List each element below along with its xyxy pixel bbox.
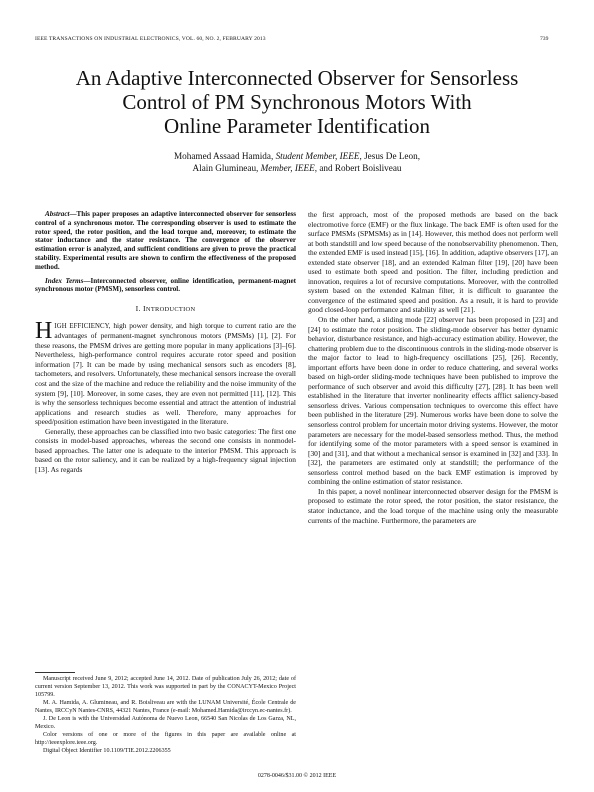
author-name: , Jesus De Leon, (359, 151, 420, 161)
abstract (35, 210, 296, 272)
body-paragraph-2: On the other hand, a sliding mode [22] observer has been proposed in [23] and [24] to estimate the rotor position. The sliding-mode observer has better dynamic behavior, disturbance resistance, and high-accuracy estimation ability. However, the chattering problem due to the discontinuous controls in the sliding-mode observer is the major factor to lead to high-frequency oscillations [25], [26]. Recently, important efforts have been done in order to reduce chattering, and several works based on high-order sliding-mode techniques have been published to improve the performance of such observer and avoid this difficulty [27], [28]. It has been well established in the literature that inverter nonlinearity effects afflict saliency-based sensorless drives. Various compensation techniques to overcome this effect have been published in the literature [29]. Numerous works have been done to solve the sensorless control problem for uncertain motor driving systems. However, the motor parameters are necessary for the model-based sensorless method. Thus, the method for identifying some of the motor parameters with a speed sensor is examined in [30] and [31], and that without a mechanical sensor is examined in [32] and [33]. In [32], the parameters are estimated only at standstill; the performance of the sensorless control method based on the back EMF estimation is improved by combining the online estimation of stator resistance. (308, 315, 558, 487)
index-terms-label: Index Terms (45, 276, 84, 285)
footnote-doi: Digital Object Identifier 10.1109/TIE.2012.2206355 (43, 747, 171, 754)
intro-lead-words: IGH EFFICIENCY, (54, 322, 111, 330)
author-name: Alain Glumineau, (192, 163, 261, 174)
body-paragraph-3: In this paper, a novel nonlinear interconnected observer design for the PMSM is proposed to estimate the rotor speed, the rotor position, the stator resistance, the stator inductance, and the load torque of the machine using only the measurable currents of the machine. Furthermore, the parameters are (308, 486, 558, 525)
intro-paragraph-1 (35, 317, 296, 427)
running-header-journal: IEEE TRANSACTIONS ON INDUSTRIAL ELECTRONICS, VOL. 60, NO. 2, FEBRUARY 2013 (35, 36, 266, 42)
abstract-text: —This paper proposes an adaptive interconnected observer for sensorless control of a synchronous motor. The corresponding observer is used to estimate the rotor speed, the rotor position, and the load torque and, moreover, to estimate the stator inductance and the stator resistance. The convergence of the observer estimation error is analyzed, and sufficient conditions are given to prove the practical stability. Experimental results are shown to confirm the effectiveness of the proposed method. (35, 210, 296, 271)
section-number: I. (135, 304, 144, 314)
running-header-page-number: 739 (540, 36, 549, 42)
intro-paragraph-2: Generally, these approaches can be classified into two basic categories: The first one consists in model-based approaches, whereas the second one consists in nonmodel-based approaches. The latter one is adequate to the interior PMSM. This approach is based on the rotor saliency, and it can be realized by a high-frequency signal injection [13]. As regards (35, 426, 296, 474)
author-name: , and Robert Boisliveau (314, 163, 402, 174)
index-terms (35, 277, 296, 295)
footnotes (35, 676, 296, 756)
section-title-initial: I (143, 304, 146, 314)
footnote-affiliation-2: J. De Leon is with the Universidad Autónoma de Nuevo Leon, 66540 San Nicolas de Los Garza, NL, Mexico. (35, 715, 296, 730)
author-line (20, 162, 574, 174)
title-line: An Adaptive Interconnected Observer for Sensorless (75, 66, 519, 90)
author-line (20, 150, 574, 162)
intro-text: high power density, and high torque to current ratio are the advantages of permanent-magnet synchronous motors (PMSMs) [1], [2]. For these reasons, the PMSM drives are getting more popular in many applications [3]–[6]. Nevertheless, high-performance control requires accurate rotor speed and position information [7]. It can be made by using mechanical sensors such as encoders [8], tachometers, and resolvers. Unfortunately, these mechanical sensors increase the overall cost and the size of the machine and reduce the reliability and the noise immunity of the system [9], [10]. Moreover, in some cases, they are even not permitted [11], [12]. This is why the sensorless techniques become essential and attract the attention of industrial applications and research studies as well. Therefore, many approaches for speed/position estimation have been investigated in the literature. (35, 320, 296, 427)
footnote-manuscript: Manuscript received June 9, 2012; accepted June 14, 2012. Date of publication July 26, 2012; date of current version September 13, 2012. This work was supported in part by the CONACYT-Mexico Project 105799. (35, 676, 296, 698)
title-line: Online Parameter Identification (164, 114, 430, 138)
section-heading (35, 304, 296, 315)
author-membership: Student Member, IEEE (275, 151, 360, 161)
author-membership: Member, IEEE (260, 163, 315, 174)
abstract-label: Abstract (45, 210, 70, 218)
right-column (308, 210, 558, 525)
copyright-footer: 0278-0046/$31.00 © 2012 IEEE (257, 773, 337, 779)
footnote-divider (35, 672, 75, 673)
author-name: Mohamed Assaad Hamida, (174, 151, 276, 161)
section-title-rest: NTRODUCTION (145, 306, 196, 314)
author-list (20, 150, 574, 174)
drop-cap: H (35, 317, 53, 344)
index-terms-text: —Interconnected observer, online identification, permanent-magnet synchronous motor (PMSM), sensorless control. (35, 276, 297, 294)
footnote-affiliation-1: M. A. Hamida, A. Glumineau, and R. Boisliveau are with the LUNAM Université, École Centrale de Nantes, IRCCyN Nantes-CNRS, 44321 Nantes, France (e-mail: Mohamed.Hamida@irccyn.ec-nantes.fr). (35, 699, 296, 714)
title-line: Control of PM Synchronous Motors With (122, 90, 472, 114)
left-column (35, 210, 296, 474)
body-paragraph-1: the first approach, most of the proposed methods are based on the back electromotive force (EMF) or the flux linkage. The back EMF is often used for the surface PMSMs (SPMSMs) as in [14]. However, this method does not perform well at both standstill and low speed because of the nonobservability phenomenon. Then, the extended EMF is used instead [15], [16]. In addition, adaptive observers [17], an extended state observer [18], and an extended Kalman filter [19], [20] have been used to estimate both speed and position. The filter, including prediction and innovation, requires a lot of recursive computations. Moreover, with the controlled system based on the extended Kalman filter, it is difficult to guarantee the convergence of the estimated speed and position. As a result, it is hard to provide good closed-loop performance and stability as well [21]. (308, 210, 558, 315)
paper-title (20, 66, 574, 138)
footnote-color-versions: Color versions of one or more of the figures in this paper are available online at http://ieeexplore.ieee.org. (35, 731, 296, 746)
